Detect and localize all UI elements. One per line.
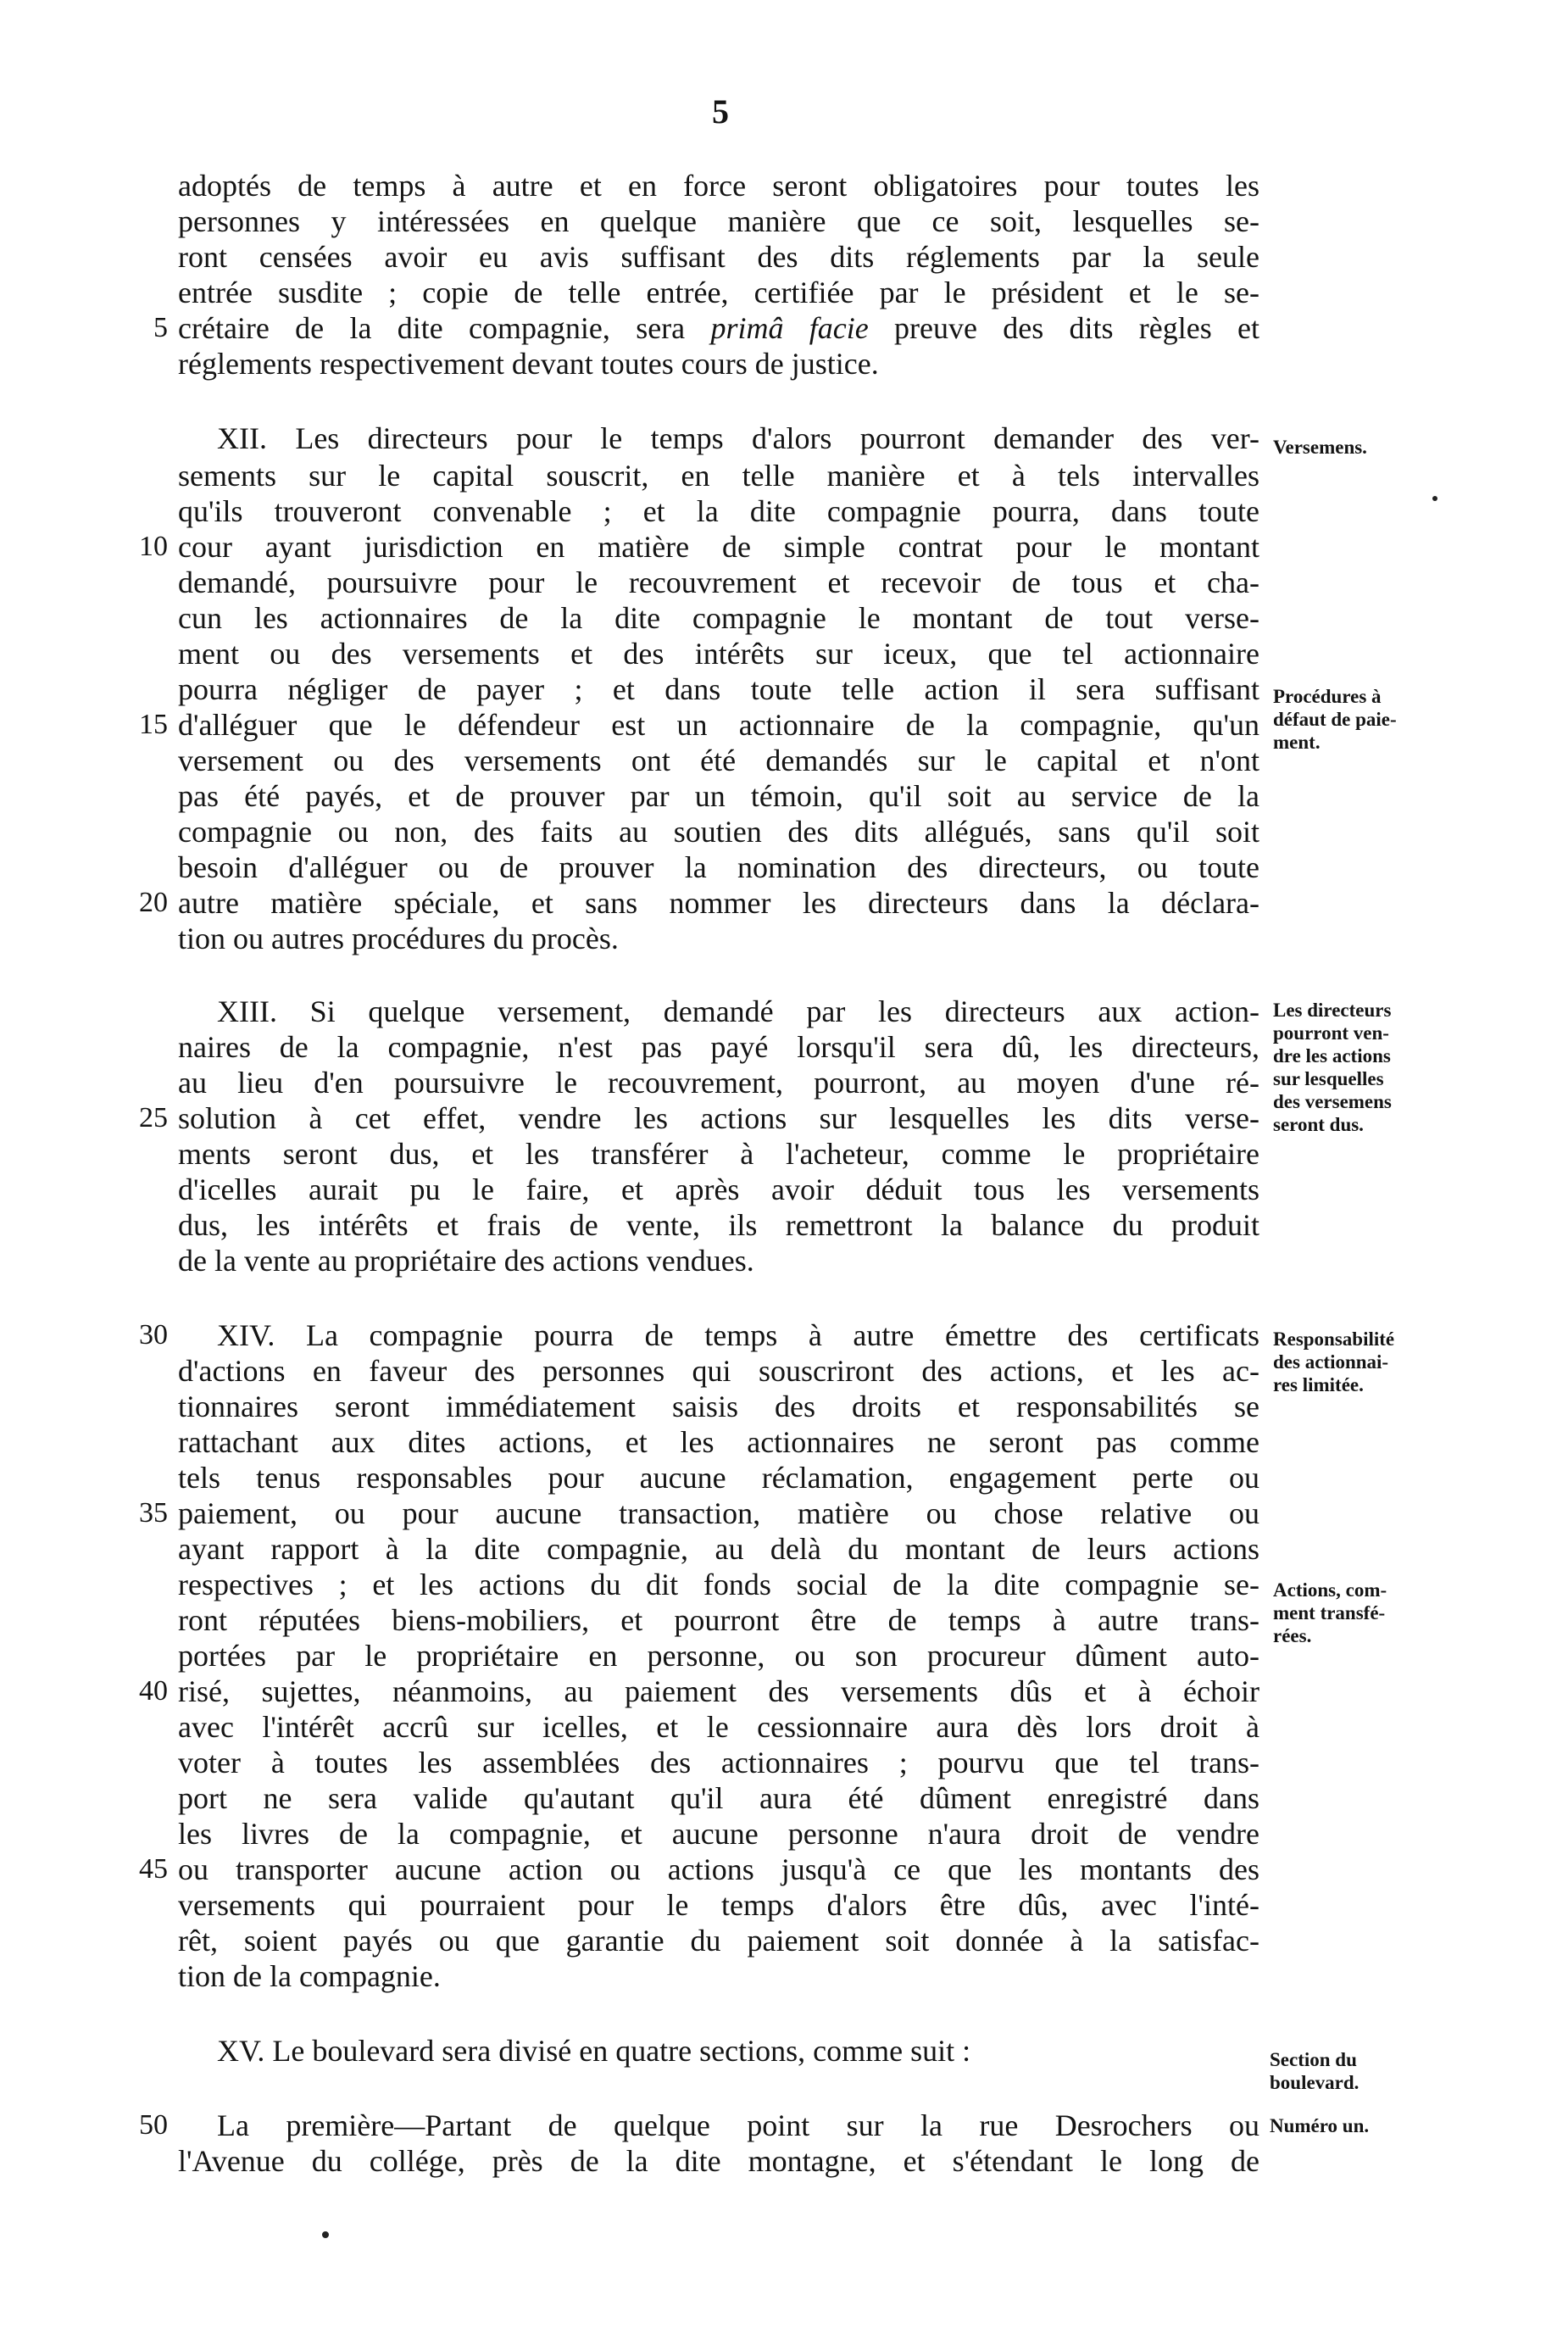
text-line: versement ou des versements ont été demandés sur le capital et n'ont [178,744,1259,777]
text-line: ayant rapport à la dite compagnie, au delà du montant de leurs actions [178,1532,1259,1566]
text-line: d'alléguer que le défendeur est un actionnaire de la compagnie, qu'un [178,708,1259,742]
text-line: ment ou des versements et des intérêts sur iceux, que tel actionnaire [178,637,1259,671]
text-line: versements qui pourraient pour le temps d'alors être dûs, avec l'inté- [178,1888,1259,1922]
text-line: La première—Partant de quelque point sur la rue Desrochers ou [217,2108,1259,2142]
text-line: tion ou autres procédures du procès. [178,922,619,955]
text-line: tion de la compagnie. [178,1959,441,1993]
text-line: ou transporter aucune action ou actions jusqu'à ce que les montants des [178,1852,1259,1886]
text-line: l'Avenue du collége, près de la dite montagne, et s'étendant le long de [178,2144,1259,2178]
text-line: sements sur le capital souscrit, en telle manière et à tels intervalles [178,459,1259,493]
text-line: cun les actionnaires de la dite compagnie le montant de tout verse- [178,601,1259,635]
text-line: tionnaires seront immédiatement saisis des droits et responsabilités se [178,1390,1259,1423]
text-line: qu'ils trouveront convenable ; et la dite compagnie pourra, dans toute [178,494,1259,528]
text-line: de la vente au propriétaire des actions vendues. [178,1244,754,1278]
text-line: tels tenus responsables pour aucune réclamation, engagement perte ou [178,1461,1259,1495]
print-speck [322,2231,329,2238]
text-line: ront censées avoir eu avis suffisant des dits réglements par la seule [178,240,1259,274]
text-line: avec l'intérêt accrû sur icelles, et le cessionnaire aura dès lors droit à [178,1710,1259,1744]
margin-note-line: défaut de paie- [1273,709,1397,730]
margin-note [1270,2114,1439,2137]
margin-note-line: Numéro un. [1270,2115,1370,2136]
margin-note-line: des versemens [1273,1091,1392,1112]
text-line: demandé, poursuivre pour le recouvrement et recevoir de tous et cha- [178,565,1259,599]
margin-note-line: des actionnai- [1273,1351,1389,1373]
text-line: paiement, ou pour aucune transaction, matière ou chose relative ou [178,1496,1259,1530]
line-number: 20 [139,887,168,918]
margin-note [1273,685,1443,754]
line-number: 10 [139,531,168,562]
margin-note-line: Section du [1270,2049,1357,2070]
text-line: respectives ; et les actions du dit fonds social de la dite compagnie se- [178,1568,1259,1601]
text-line: besoin d'alléguer ou de prouver la nomination des directeurs, ou toute [178,850,1259,884]
text-line: pourra négliger de payer ; et dans toute telle action il sera suffisant [178,672,1259,706]
text-line: personnes y intéressées en quelque manière que ce soit, lesquelles se- [178,204,1259,238]
text-line: pas été payés, et de prouver par un témoin, qu'il soit au service de la [178,779,1259,813]
margin-note [1273,1579,1443,1647]
text-line: crétaire de la dite compagnie, sera primâ facie preuve des dits règles et [178,311,1259,345]
line-number: 50 [139,2109,168,2141]
margin-note-line: Responsabilité [1273,1328,1395,1350]
text-line: dus, les intérêts et frais de vente, ils remettront la balance du produit [178,1208,1259,1242]
margin-note-line: res limitée. [1273,1374,1364,1395]
text-line: voter à toutes les assemblées des actionnaires ; pourvu que tel trans- [178,1746,1259,1779]
margin-note [1273,1328,1443,1396]
margin-note-line: sur lesquelles [1273,1068,1384,1089]
margin-note-line: seront dus. [1273,1114,1364,1135]
margin-note-line: Procédures à [1273,686,1382,707]
print-speck [1432,496,1437,501]
line-number: 35 [139,1497,168,1529]
latin-phrase: primâ facie [710,311,869,345]
section-xv-heading-line: XV. Le boulevard sera divisé en quatre sections, comme suit : [217,2034,971,2068]
margin-note-line: ment transfé- [1273,1602,1386,1623]
section-xiv-heading-line: XIV. La compagnie pourra de temps à autre émettre des certificats [217,1318,1259,1352]
text-line: cour ayant jurisdiction en matière de simple contrat pour le montant [178,530,1259,564]
line-number: 40 [139,1675,168,1707]
margin-note [1273,999,1443,1136]
margin-note-line: Versemens. [1273,437,1367,458]
line-number: 5 [153,312,168,343]
page-number: 5 [712,92,729,131]
text-line: ront réputées biens-mobiliers, et pourront être de temps à autre trans- [178,1603,1259,1637]
text-line: rêt, soient payés ou que garantie du paiement soit donnée à la satisfac- [178,1924,1259,1958]
line-number: 45 [139,1853,168,1885]
text-line: réglements respectivement devant toutes cours de justice. [178,347,879,381]
line-number: 15 [139,709,168,740]
margin-note-line: rées. [1273,1625,1312,1646]
text-line: d'icelles aurait pu le faire, et après avoir déduit tous les versements [178,1172,1259,1206]
line-number: 30 [139,1319,168,1351]
text-line: solution à cet effet, vendre les actions sur lesquelles les dits verse- [178,1101,1259,1135]
margin-note [1273,436,1443,459]
text-line: entrée susdite ; copie de telle entrée, certifiée par le président et le se- [178,276,1259,309]
text-line: au lieu d'en poursuivre le recouvrement, pourront, au moyen d'une ré- [178,1066,1259,1100]
text-line: autre matière spéciale, et sans nommer les directeurs dans la déclara- [178,886,1259,920]
margin-note-line: Les directeurs [1273,1000,1392,1021]
text-line: d'actions en faveur des personnes qui souscriront des actions, et les ac- [178,1354,1259,1388]
margin-note [1270,2048,1439,2094]
margin-note-line: ment. [1273,732,1321,753]
text-line: ments seront dus, et les transférer à l'acheteur, comme le propriétaire [178,1137,1259,1171]
line-number: 25 [139,1102,168,1133]
section-xiii-heading-line: XIII. Si quelque versement, demandé par les directeurs aux action- [217,994,1259,1028]
margin-note-line: pourront ven- [1273,1022,1389,1044]
text-line: compagnie ou non, des faits au soutien des dits allégués, sans qu'il soit [178,815,1259,849]
margin-note-line: dre les actions [1273,1045,1391,1067]
section-xii-heading-line: XII. Les directeurs pour le temps d'alors pourront demander des ver- [217,421,1259,455]
margin-note-line: Actions, com- [1273,1579,1387,1601]
text-line: naires de la compagnie, n'est pas payé lorsqu'il sera dû, les directeurs, [178,1030,1259,1064]
margin-note-line: boulevard. [1270,2072,1359,2093]
text-line: rattachant aux dites actions, et les actionnaires ne seront pas comme [178,1425,1259,1459]
text-line: risé, sujettes, néanmoins, au paiement des versements dûs et à échoir [178,1674,1259,1708]
text-line: port ne sera valide qu'autant qu'il aura été dûment enregistré dans [178,1781,1259,1815]
text-line: adoptés de temps à autre et en force seront obligatoires pour toutes les [178,169,1259,203]
text-line: portées par le propriétaire en personne, ou son procureur dûment auto- [178,1639,1259,1673]
text-line: les livres de la compagnie, et aucune personne n'aura droit de vendre [178,1817,1259,1851]
